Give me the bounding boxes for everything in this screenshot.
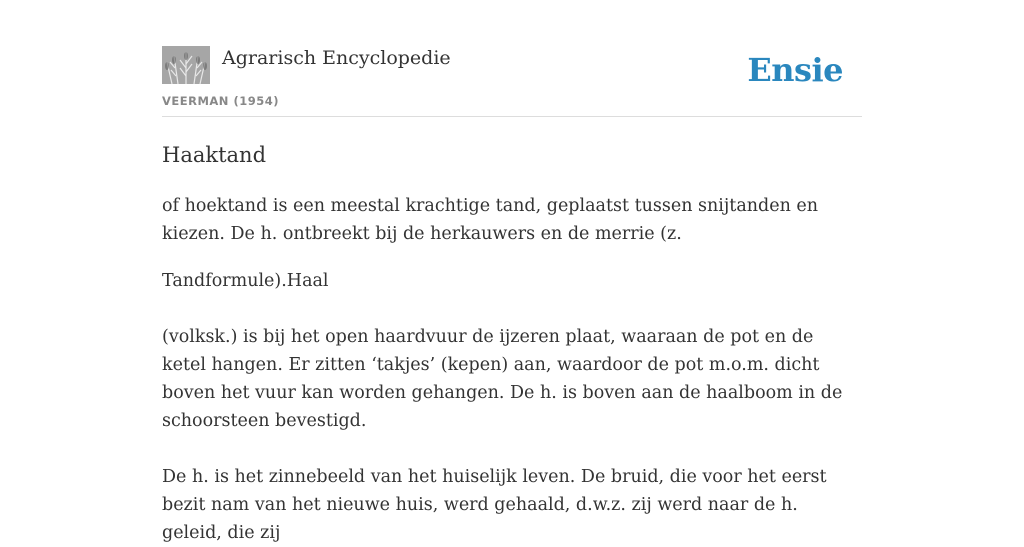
source-label[interactable]: VEERMAN (1954) <box>162 94 279 108</box>
paragraph: Tandformule).Haal <box>162 271 329 291</box>
article-title: Haaktand <box>162 143 267 167</box>
brand-logo[interactable]: Ensie <box>747 51 843 89</box>
paragraph: of hoektand is een meestal krachtige tand, geplaatst tussen snijtanden en kiezen. De h. ontbreekt bij de herkauwers en de merrie (z. <box>162 196 819 244</box>
article-body <box>162 192 862 547</box>
paragraph: (volksk.) is bij het open haardvuur de ijzeren plaat, waaraan de pot en de ketel hangen. Er zitten ‘takjes’ (kepen) aan, waardoor de pot m.o.m. dicht boven het vuur kan worden gehangen. De h. is boven aan de haalboom in de schoorsteen bevestigd. <box>162 327 843 431</box>
paragraph: De h. is het zinnebeeld van het huiselijk leven. De bruid, die voor het eerst bezit nam van het nieuwe huis, werd gehaald, d.w.z. zij werd naar de h. geleid, die zij <box>162 467 827 543</box>
wheat-logo-icon[interactable] <box>162 46 210 84</box>
site-name[interactable]: Agrarisch Encyclopedie <box>222 47 451 69</box>
header <box>162 46 862 117</box>
